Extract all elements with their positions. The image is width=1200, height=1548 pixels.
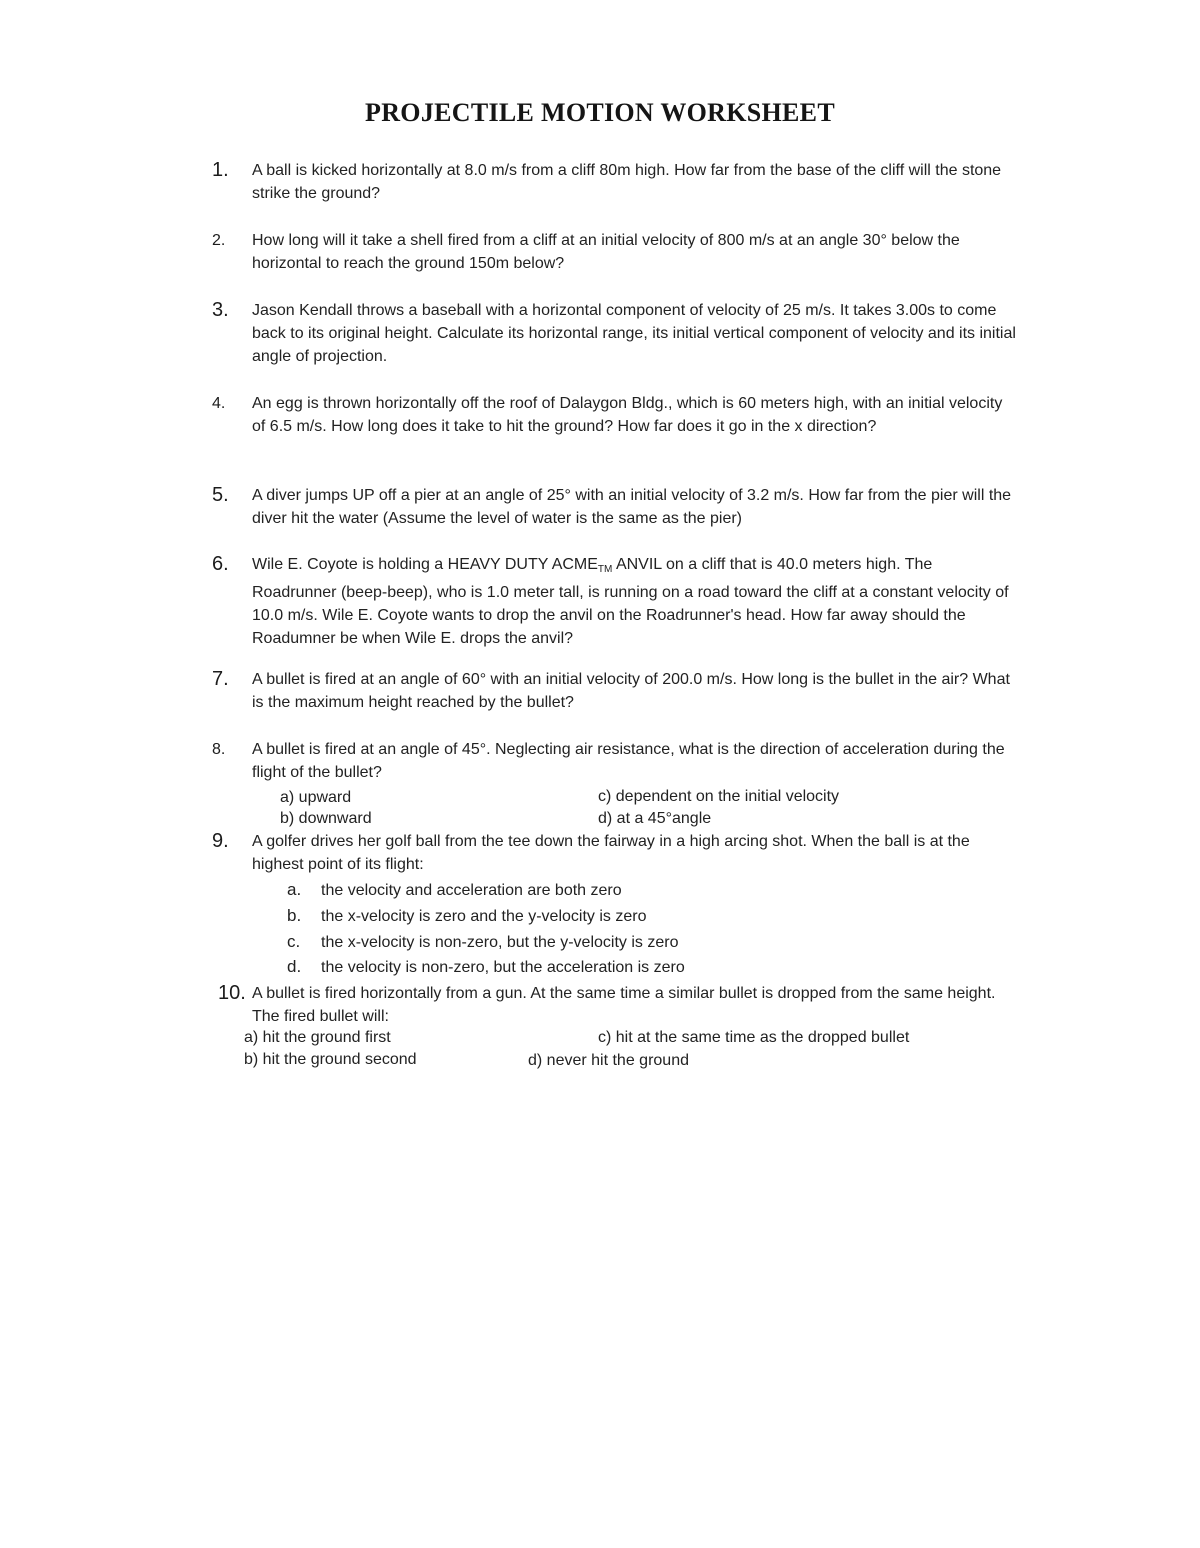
question-text [252,553,1017,650]
question-number: 2. [212,232,226,249]
question-text: A bullet is fired at an angle of 60° with an initial velocity of 200.0 m/s. How long is the bullet in the air? What is the maximum height reached by the bullet? [252,671,1010,711]
option-text: the x-velocity is zero and the y-velocity is zero [321,908,647,925]
question-text: How long will it take a shell fired from a cliff at an initial velocity of 800 m/s at an angle 30° below the horizontal to reach the ground 150m below? [252,232,960,272]
option-text: the x-velocity is non-zero, but the y-velocity is zero [321,934,679,951]
question-text: A golfer drives her golf ball from the tee down the fairway in a high arcing shot. When the ball is at the highest point of its flight: [252,833,970,873]
question-number: 1. [212,159,229,181]
option-a: a) hit the ground first [244,1029,391,1046]
worksheet-title: PROJECTILE MOTION WORKSHEET [365,98,835,127]
option-text: the velocity and acceleration are both zero [321,882,622,899]
option-letter: c. [287,932,301,951]
question-text: A bullet is fired at an angle of 45°. Neglecting air resistance, what is the direction of acceleration during the flight of the bullet? [252,741,1005,781]
option-d: d) never hit the ground [528,1052,689,1069]
option-letter: b. [287,906,302,925]
question-number: 9. [212,830,229,852]
question-text: Jason Kendall throws a baseball with a horizontal component of velocity of 25 m/s. It takes 3.00s to come back to its original height. Calculate its horizontal range, its initial vertical component of velocity and its initial angle of projection. [252,302,1016,365]
option-b: b) downward [280,810,372,827]
option-text: the velocity is non-zero, but the acceleration is zero [321,959,685,976]
option-letter: d. [287,957,302,976]
question-number: 7. [212,668,229,690]
option-letter: a. [287,880,302,899]
question-number: 3. [212,299,229,321]
question-text: An egg is thrown horizontally off the roof of Dalaygon Bldg., which is 60 meters high, with an initial velocity of 6.5 m/s. How long does it take to hit the ground? How far does it go in the x direction? [252,395,1003,435]
question-number: 4. [212,395,226,412]
option-d: d) at a 45°angle [598,810,712,827]
option-c: c) hit at the same time as the dropped bullet [598,1029,910,1046]
option-a [287,879,622,901]
question-text: A ball is kicked horizontally at 8.0 m/s from a cliff 80m high. How far from the base of the cliff will the stone strike the ground? [252,162,1002,202]
question-text: A bullet is fired horizontally from a gun. At the same time a similar bullet is dropped from the same height. The fired bullet will: [252,985,996,1025]
option-c [287,931,678,953]
option-a: a) upward [280,789,352,806]
question-number: 5. [212,484,229,506]
question-number: 8. [212,741,226,758]
question-text-part: ANVIL on a cliff that is 40.0 meters high. The Roadrunner (beep-beep), who is 1.0 meter tall, is running on a road toward the cliff at a constant velocity of 10.0 m/s. Wile E. Coyote wants to drop the anvil on the Roadrunner's head. How far away should the Roadumner be when Wile E. drops the anvil? [252,556,1009,647]
option-c: c) dependent on the initial velocity [598,788,840,805]
option-b [287,905,646,927]
question-number: 6. [212,553,229,575]
question-number: 10. [218,982,246,1004]
trademark-subscript: TM [597,564,613,575]
question-text: A diver jumps UP off a pier at an angle of 25° with an initial velocity of 3.2 m/s. How far from the pier will the diver hit the water (Assume the level of water is the same as the pier) [252,487,1012,527]
option-d [287,956,685,978]
option-b: b) hit the ground second [244,1051,417,1068]
question-text-part: Wile E. Coyote is holding a HEAVY DUTY ACME [252,556,598,573]
